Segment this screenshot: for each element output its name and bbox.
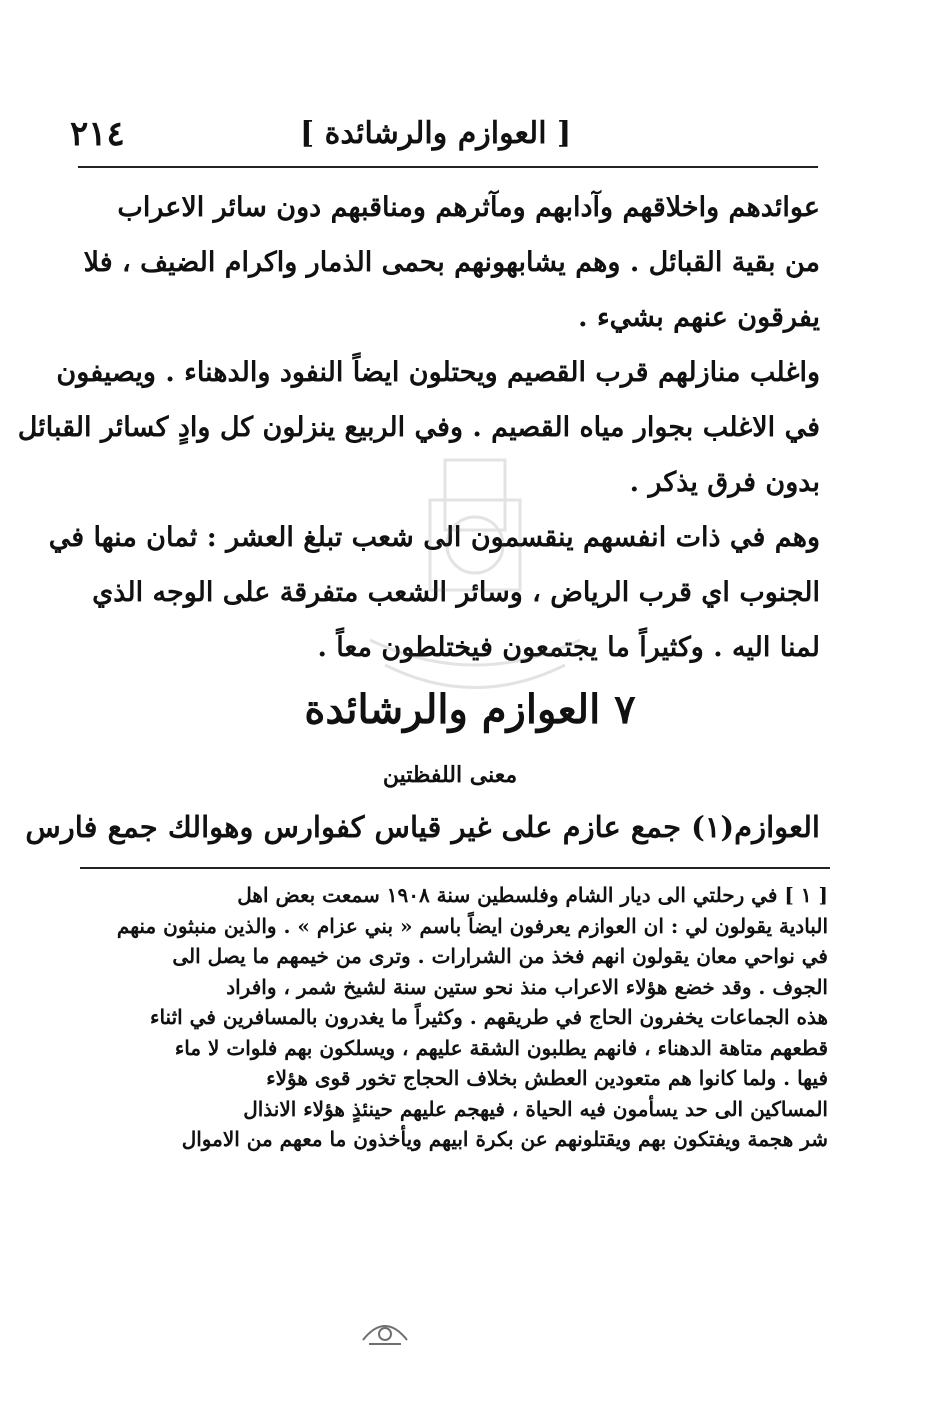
paragraph-line: عوائدهم واخلاقهم وآدابهم ومآثرهم ومناقبهم دون سائر الاعراب: [117, 192, 820, 223]
footnote-line: شر هجمة ويفتكون بهم ويقتلونهم عن بكرة ابيهم ويأخذون ما معهم من الاموال: [181, 1127, 828, 1151]
library-seal-watermark: [350, 440, 600, 700]
footnote-line: قطعهم متاهة الدهناء ، فانهم يطلبون الشقة عليهم ، ويسلكون بهم فلوات لا ماء: [174, 1035, 828, 1060]
paragraph-line: يفرقون عنهم بشيء .: [578, 302, 820, 333]
page-number: ٢١٤: [70, 114, 125, 154]
page-header: [70, 108, 830, 160]
footnote-line: هذه الجماعات يخفرون الحاج في طريقهم . وكثيراً ما يغدرون بالمسافرين في اثناء: [150, 1005, 828, 1029]
paragraph-line: الجنوب اي قرب الرياض ، وسائر الشعب متفرقة على الوجه الذي: [92, 577, 820, 608]
paragraph-line: لمنا اليه . وكثيراً ما يجتمعون فيختلطون معاً .: [317, 632, 820, 663]
footnote-line: الجوف . وقد خضع هؤلاء الاعراب منذ نحو ستين سنة لشيخ شمر ، وافراد: [226, 974, 828, 999]
paragraph-1: [83, 180, 820, 345]
footnote: [113, 880, 828, 1155]
section-subheading: معنى اللفظتين: [382, 762, 518, 788]
footnote-rule: [80, 867, 830, 869]
paragraph-4: [25, 800, 820, 855]
paragraph-line: من بقية القبائل . وهم يشابهونهم بحمى الذمار واكرام الضيف ، فلا: [83, 247, 820, 278]
section-heading: ٧ العوازم والرشائدة: [304, 686, 636, 733]
running-title: [ العوازم والرشائدة ]: [300, 116, 572, 151]
footnote-line: في نواحي معان يقولون انهم فخذ من الشرارات . وترى من خيمهم ما يصل الى: [172, 944, 828, 968]
library-stamp-ornament: [355, 1310, 415, 1350]
footnote-line: فيها . ولما كانوا هم متعودين العطش بخلاف الحجاج تخور قوى هؤلاء: [266, 1066, 828, 1090]
paragraph-line: العوازم(١) جمع عازم على غير قياس كفوارس وهوالك جمع فارس: [25, 810, 820, 844]
footnote-line: [ ١ ] في رحلتي الى ديار الشام وفلسطين سنة ١٩٠٨ سمعت بعض اهل: [237, 883, 828, 907]
paragraph-line: وهم في ذات انفسهم ينقسمون الى شعب تبلغ العشر : ثمان منها في: [48, 522, 820, 553]
paragraph-line: واغلب منازلهم قرب القصيم ويحتلون ايضاً النفود والدهناء . ويصيفون: [56, 357, 820, 388]
paragraph-line: بدون فرق يذكر .: [629, 467, 820, 498]
footnote-line: البادية يقولون لي : ان العوازم يعرفون ايضاً باسم « بني عزام » . والذين منبثون منهم: [116, 913, 828, 938]
paragraph-line: في الاغلب بجوار مياه القصيم . وفي الربيع ينزلون كل وادٍ كسائر القبائل: [17, 412, 820, 443]
footnote-line: المساكين الى حد يسأمون فيه الحياة ، فيهجم عليهم حينئذٍ هؤلاء الانذال: [243, 1096, 828, 1121]
header-rule: [78, 166, 818, 168]
